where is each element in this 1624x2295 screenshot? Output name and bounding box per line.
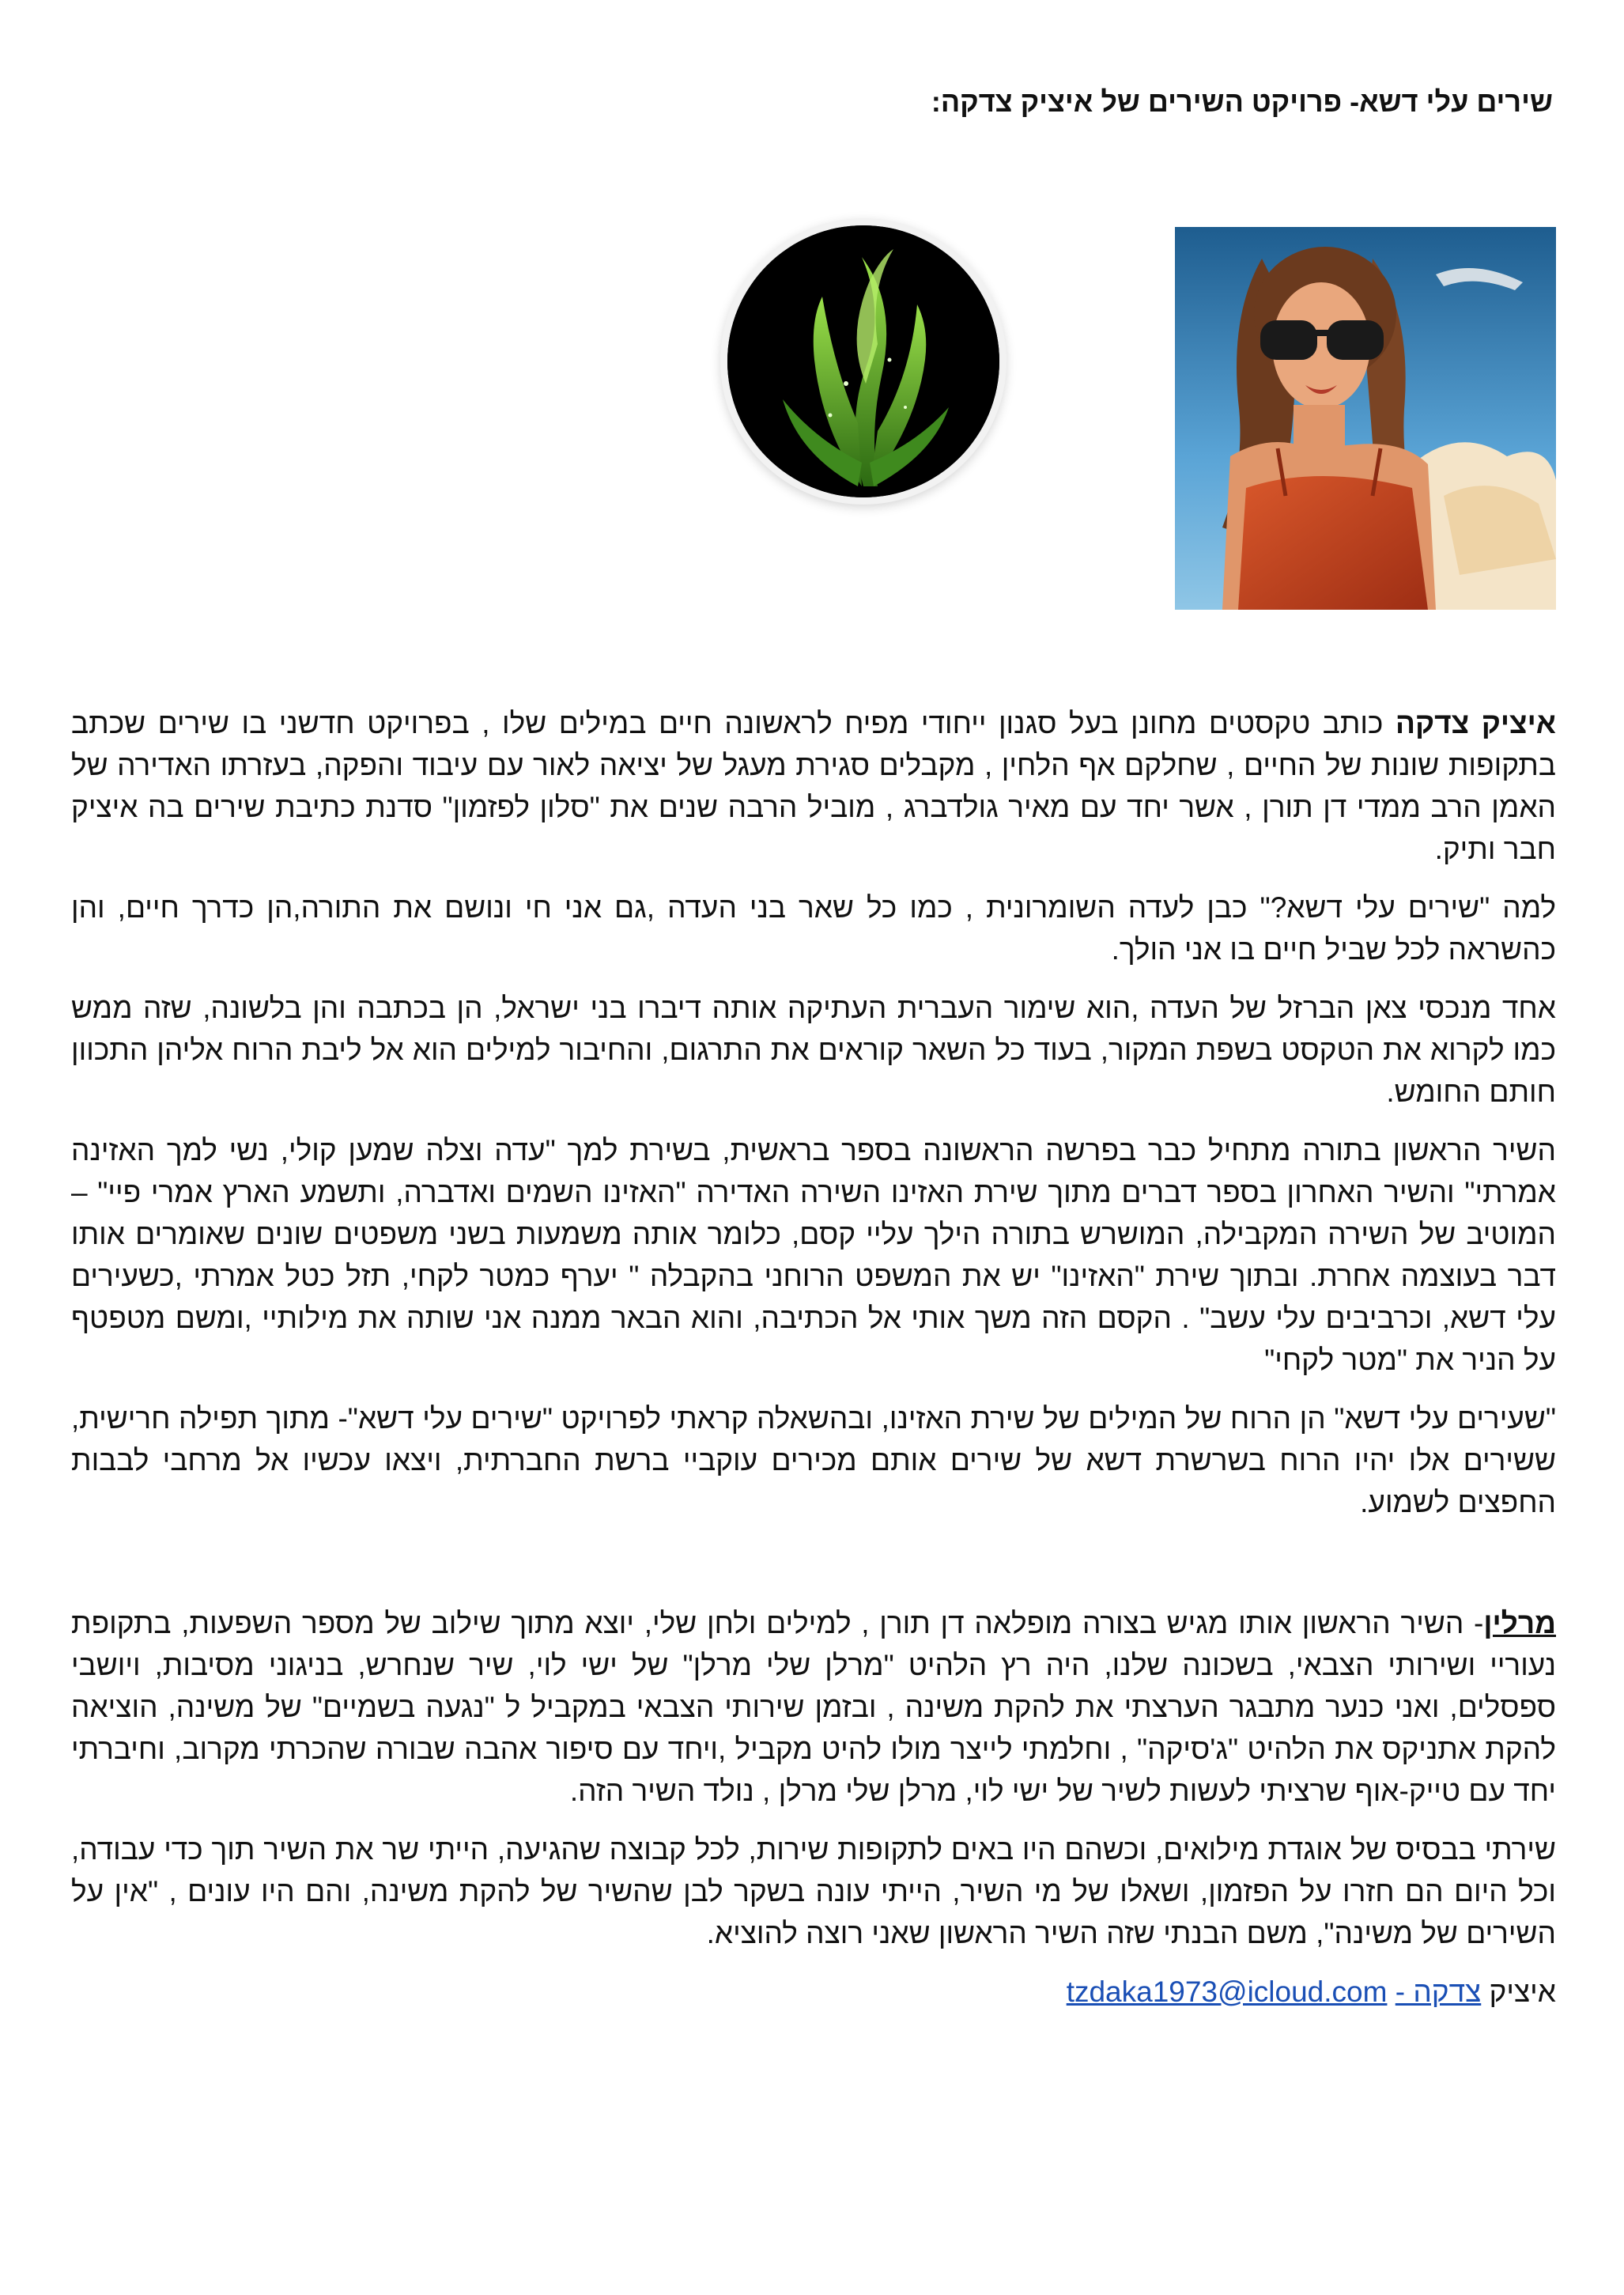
intro-paragraph: [71, 702, 1556, 870]
intro-text: כותב טקסטים מחונן בעל סגנון ייחודי מפיח לראשונה חיים במילים שלו , בפרויקט חדשני בו שירים שכתב בתקופות שונות של החיים , שחלקם אף הלחין , מקבלים סגירת מעגל של יציאה לאור עם עיבוד והפקה, בעזרתו האדירה של האמן הרב ממדי דן תורן , אשר יחד עם מאיר גולדברג , מוביל הרבה שנים את "סלון לפזמון" סדנת כתיבת שירים בה איציק חבר ותיק.: [71, 707, 1556, 865]
merlin-paragraph: [71, 1602, 1556, 1812]
author-name: איציק צדקה: [1395, 707, 1556, 739]
first-song-paragraph: השיר הראשון בתורה מתחיל כבר בפרשה הראשונה בספר בראשית, בשירת למך "עדה וצלה שמען קולי, נשי למך האזינה אמרתי" והשיר האחרון בספר דברים מתוך שירת האזינו השירה האדירה "האזינו השמים ואדברה, ותשמע הארץ אמרי פיי" – המוטיב של השירה המקבילה, המושרש בתורה הילך עליי קסם, כלומר אותה משמעות בשני משפטים שונים שאומרים אותו דבר בעוצמה אחרת. ובתוך שירת "האזינו" יש את המשפט הרוחני בהקבלה " יערף כמטר לקחי, תזל כטל אמרתי ,כשעירים עלי דשא, וכרביבים עלי עשב" . הקסם הזה משך אותי אל הכתיבה, והוא הבאר ממנה אני שותה את מילותיי ,ומשם מטפטף על הניר את "מטר לקחי": [71, 1134, 1556, 1376]
signature-last-name-link[interactable]: צדקה -: [1395, 1976, 1482, 2008]
signature: [71, 1971, 1556, 2013]
signature-first-name: איציק: [1481, 1976, 1556, 2008]
grass-circle-image: [727, 225, 999, 497]
email-link[interactable]: tzdaka1973@icloud.com: [1066, 1976, 1388, 2008]
heritage-paragraph: אחד מנכסי צאן הברזל של העדה ,הוא שימור העברית העתיקה אותה דיברו בני ישראל, הן בכתבה והן בלשונה, שזה ממש כמו לקרוא את הטקסט בשפת המקור, בעוד כל השאר קוראים את התרגום, והחיבור למילים הוא אל ליבת הרוח אליהן התכוון חותם החומש.: [71, 992, 1556, 1108]
why-paragraph: למה "שירים עלי דשא?" כבן לעדה השומרונית , כמו כל שאר בני העדה ,גם אני חי ונושם את התורה,הן כדרך חיים, והן כהשראה לכל שביל חיים בו אני הולך.: [71, 891, 1556, 966]
woman-illustration-image: [1175, 227, 1556, 610]
reserve-paragraph: שירתי בבסיס של אוגדת מילואים, וכשהם היו באים לתקופות שירות, לכל קבוצה שהגיעה, הייתי שר את השיר תוך כדי עבודה, וכל היום הם חזרו על הפזמון, ושאלו של מי השיר, הייתי עונה בשקר לבן שהשיר של להקת משינה, והם היו עונים , "אין על השירים של משינה", משם הבנתי שזה השיר הראשון שאני רוצה להוציא.: [71, 1833, 1556, 1949]
merlin-text: - השיר הראשון אותו מגיש בצורה מופלאה דן תורן , למילים ולחן שלי, יוצא מתוך שילוב של מספר השפעות, בתקופת נעוריי ושירותי הצבאי, בשכונה שלנו, היה רץ הלהיט "מרלן שלי מרלן" של ישי לוי, שיר שנחרש, בניגוני מסיבות, ויושבי ספסלים, ואני כנער מתבגר הערצתי את להקת משינה , ובזמן שירותי הצבאי במקביל ל "נגעה בשמיים" של משינה, הוציאה להקת אתניקס את הלהיט "ג'סיקה" , וחלמתי לייצר מולו להיט מקביל ,ויחד עם סיפור אהבה שבורה שהכרתי מקרוב, וחיברתי יחד עם טייק-אוף שרציתי לעשות לשיר של ישי לוי, מרלן שלי מרלן , נולד השיר הזה.: [71, 1607, 1556, 1807]
project-name-paragraph: "שעירים עלי דשא" הן הרוח של המילים של שירת האזינו, ובהשאלה קראתי לפרויקט "שירים עלי דשא"- מתוך תפילה חרישית, ששירים אלו יהיו הרוח בשרשרת דשא של שירים אותם מכירים עוקביי ברשת החברתית, ויצאו עכשיו אל מרחבי לבבות החפצים לשמוע.: [71, 1402, 1556, 1518]
article-body: [71, 702, 1556, 2029]
page-title: שירים עלי דשא- פרויקט השירים של איציק צדקה:: [931, 85, 1553, 118]
song-title: מרלין: [1483, 1607, 1556, 1639]
